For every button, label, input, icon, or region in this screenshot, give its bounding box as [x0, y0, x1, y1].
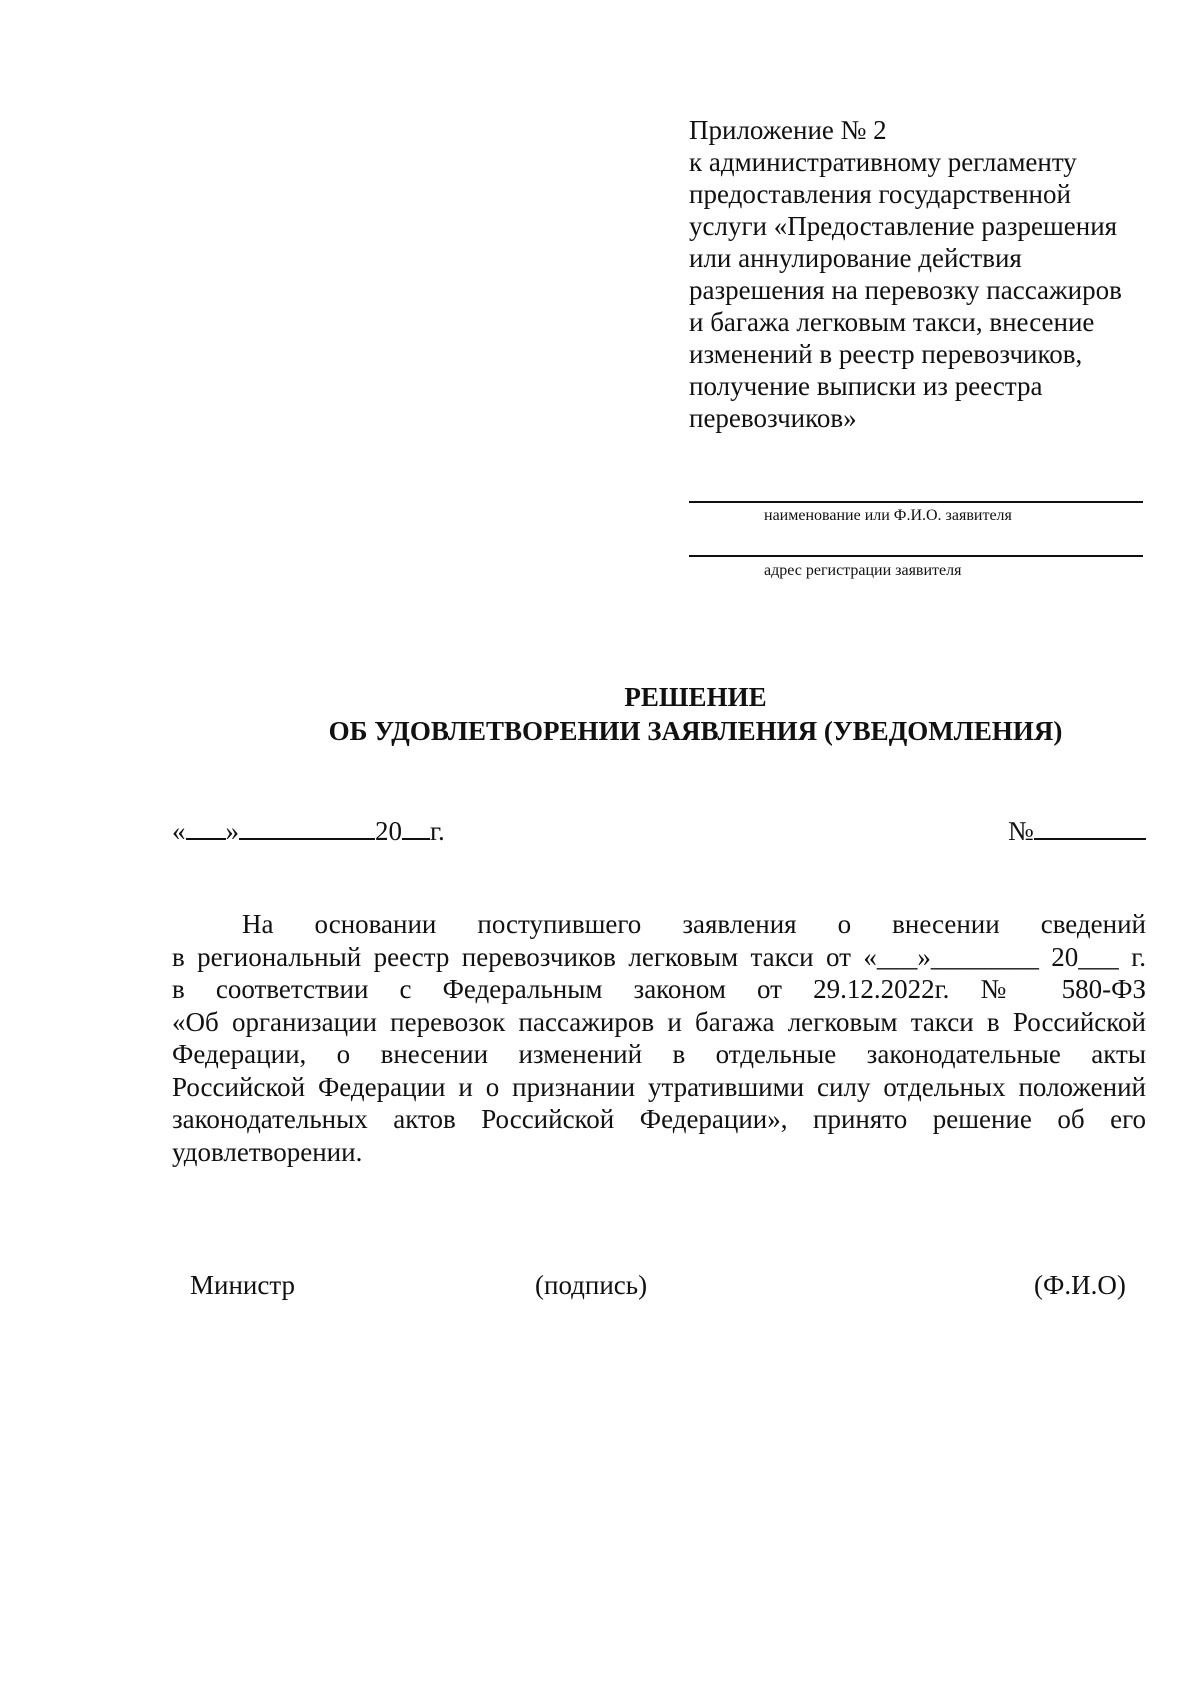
document-subtitle: ОБ УДОВЛЕТВОРЕНИИ ЗАЯВЛЕНИЯ (УВЕДОМЛЕНИЯ)	[328, 716, 1063, 746]
body-line: Федерации, о внесении изменений в отдельные законодательные акты	[172, 1039, 1146, 1069]
body-line: в региональный реестр перевозчиков легковым такси от «___»________ 20___ г.	[172, 941, 1146, 972]
applicant-address-field[interactable]	[689, 555, 1143, 557]
appendix-line: Приложение № 2	[689, 115, 887, 145]
appendix-line: разрешения на перевозку пассажиров	[689, 275, 1122, 305]
month-blank[interactable]	[239, 812, 375, 840]
decision-date	[172, 812, 445, 848]
applicant-address-caption: адрес регистрации заявителя	[764, 562, 962, 579]
appendix-line: или аннулирование действия	[689, 243, 1022, 273]
body-line: На основании поступившего заявления о внесении сведений	[242, 909, 1146, 939]
document-title: РЕШЕНИЕ	[624, 682, 767, 712]
applicant-name-caption: наименование или Ф.И.О. заявителя	[764, 507, 1012, 524]
appendix-line: и багажа легковым такси, внесение	[689, 307, 1095, 337]
appendix-line: к административному регламенту	[689, 147, 1077, 177]
number-blank[interactable]	[1034, 812, 1146, 840]
year-suffix: г.	[430, 816, 445, 846]
number-sign: №	[1008, 816, 1034, 846]
date-open-quote: «	[172, 816, 186, 846]
year-blank[interactable]	[402, 812, 430, 840]
body-line: «Об организации перевозок пассажиров и багажа легковым такси в Российской	[172, 1006, 1146, 1037]
day-blank[interactable]	[186, 812, 226, 840]
body-line: в соответствии с Федеральным законом от 29.12.2022г. № 580-ФЗ	[172, 974, 1146, 1004]
appendix-line: перевозчиков»	[689, 403, 857, 433]
signatory-name-placeholder: (Ф.И.О)	[1034, 1270, 1126, 1300]
decision-number	[1008, 812, 1146, 848]
appendix-line: изменений в реестр перевозчиков,	[689, 339, 1083, 369]
appendix-header	[689, 114, 1159, 434]
appendix-line: услуги «Предоставление разрешения	[689, 211, 1118, 241]
applicant-name-field[interactable]	[689, 501, 1143, 503]
appendix-line: предоставления государственной	[689, 179, 1071, 209]
body-line: законодательных актов Российской Федерации», принято решение об его	[172, 1104, 1146, 1134]
body-line: удовлетворении.	[172, 1136, 363, 1167]
body-line: Российской Федерации и о признании утратившими силу отдельных положений	[172, 1071, 1146, 1102]
appendix-line: получение выписки из реестра	[689, 371, 1043, 401]
signatory-position: Министр	[190, 1270, 295, 1300]
signature-placeholder: (подпись)	[535, 1270, 648, 1300]
year-prefix: 20	[375, 816, 402, 846]
decision-body	[172, 908, 1146, 1168]
date-close-quote: »	[225, 816, 239, 846]
